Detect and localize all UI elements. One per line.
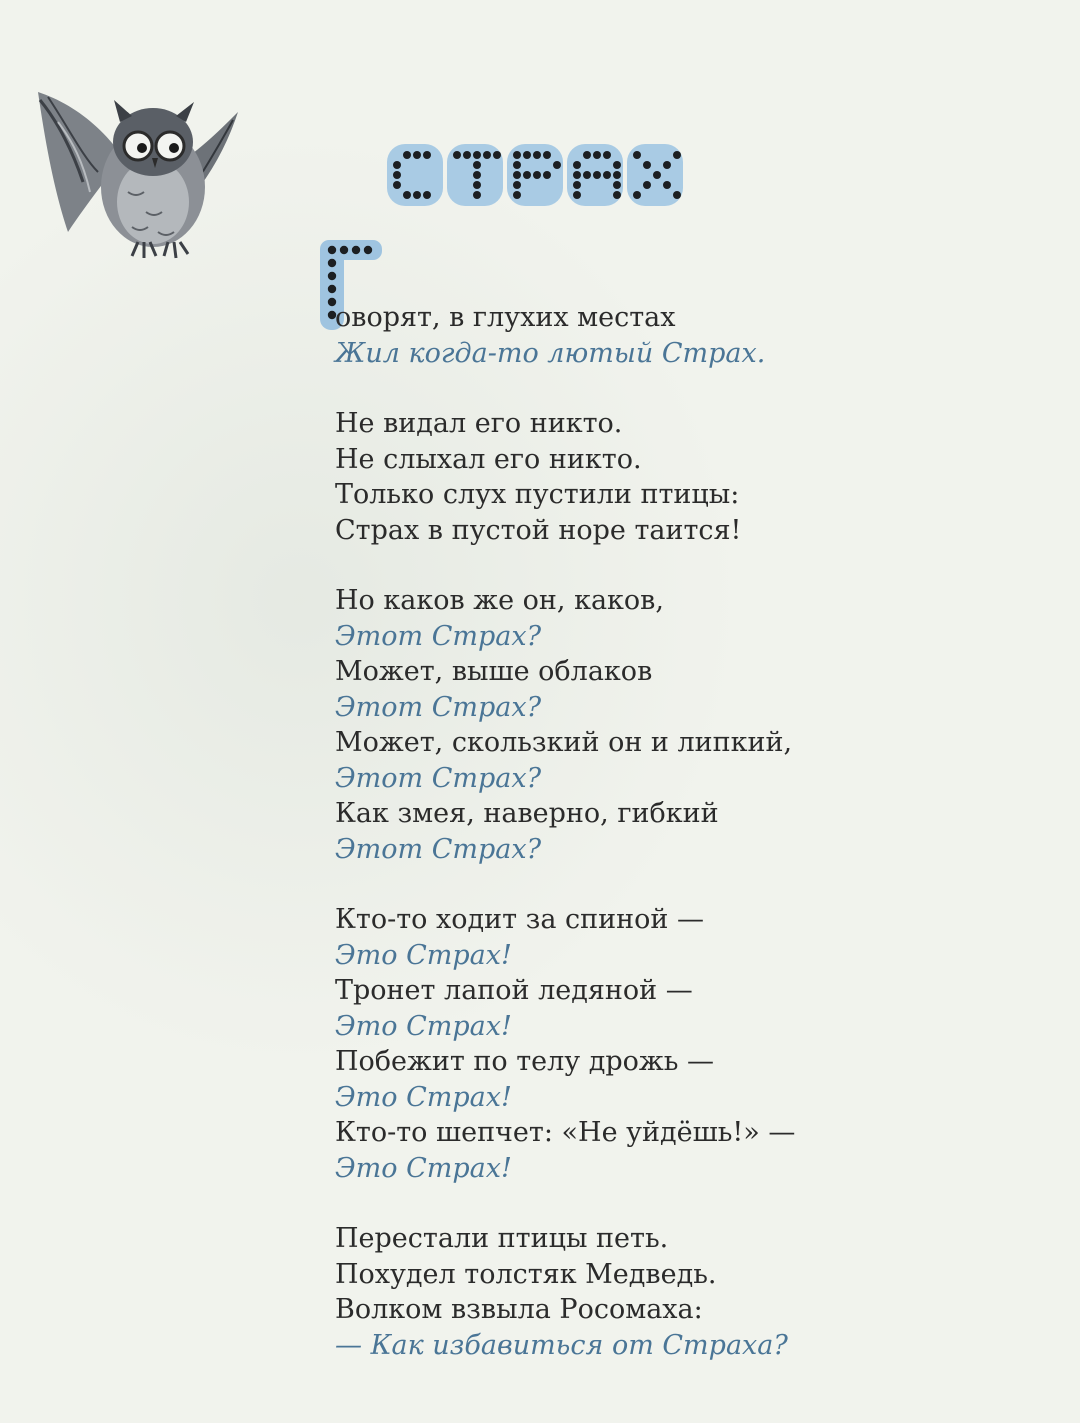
title-dot (523, 171, 531, 179)
title-dot (673, 191, 681, 199)
poem-line: Не видал его никто. (335, 408, 623, 439)
title-dot (423, 191, 431, 199)
title-dot (573, 191, 581, 199)
poem-title (385, 140, 685, 212)
poem-line: Этот Страх? (335, 833, 542, 865)
title-dot (593, 171, 601, 179)
title-dot (513, 151, 521, 159)
title-dot (543, 151, 551, 159)
title-dot (583, 171, 591, 179)
title-dot (643, 181, 651, 189)
poem-line: Не слыхал его никто. (335, 443, 642, 475)
title-dot (553, 161, 561, 169)
poem-line: Побежит по телу дрожь — (335, 1046, 715, 1077)
title-dot (533, 171, 541, 179)
title-dot (483, 151, 491, 159)
poem-line: Жил когда-то лютый Страх. (335, 337, 766, 369)
title-dot (663, 181, 671, 189)
poem-body (335, 300, 1035, 1363)
poem-line: Этот Страх? (335, 762, 542, 794)
title-dot (413, 151, 421, 159)
poem-line: Это Страх! (335, 939, 512, 971)
poem-line: Тронет лапой ледяной — (335, 975, 693, 1006)
title-dot (513, 171, 521, 179)
poem-line: Похудел толстяк Медведь. (335, 1258, 717, 1290)
title-dot (603, 151, 611, 159)
stanza-gap (335, 548, 1035, 583)
title-dot (673, 151, 681, 159)
title-dot (613, 181, 621, 189)
owl-illustration (28, 82, 248, 272)
title-dot (403, 151, 411, 159)
title-dot (513, 181, 521, 189)
poem-line: — Как избавиться от Страха? (335, 1329, 788, 1361)
poem-line: Кто-то ходит за спиной — (335, 904, 704, 935)
poem-line: оворят, в глухих местах (335, 302, 676, 333)
title-dot (613, 171, 621, 179)
stanza-gap (335, 867, 1035, 902)
title-dot (533, 151, 541, 159)
title-dot (413, 191, 421, 199)
title-dot (613, 191, 621, 199)
title-dot (593, 151, 601, 159)
title-dot (523, 151, 531, 159)
title-dot (473, 171, 481, 179)
title-dot (473, 161, 481, 169)
title-dot (583, 151, 591, 159)
title-dot (473, 191, 481, 199)
title-dot (543, 171, 551, 179)
poem-line: Волком взвыла Росомаха: (335, 1294, 703, 1325)
title-dot (513, 191, 521, 199)
stanza-gap (335, 371, 1035, 406)
title-dot (573, 181, 581, 189)
poem-line: Но каков же он, каков, (335, 585, 664, 616)
title-dot (653, 171, 661, 179)
poem-line: Может, скользкий он и липкий, (335, 727, 793, 758)
poem-line: Кто-то шепчет: «Не уйдёшь!» — (335, 1117, 796, 1148)
title-dot (603, 171, 611, 179)
title-dot (453, 151, 461, 159)
title-dot (513, 161, 521, 169)
title-dot (643, 161, 651, 169)
title-dot (573, 171, 581, 179)
title-dot (473, 181, 481, 189)
poem-line: Это Страх! (335, 1081, 512, 1113)
poem-line: Может, выше облаков (335, 656, 653, 687)
title-dot (663, 161, 671, 169)
poem-line: Только слух пустили птицы: (335, 479, 740, 510)
title-dot (403, 191, 411, 199)
poem-line: Страх в пустой норе таится! (335, 514, 742, 546)
poem-line: Как змея, наверно, гибкий (335, 798, 719, 829)
title-dot (423, 151, 431, 159)
title-dot (633, 151, 641, 159)
title-dot (573, 161, 581, 169)
title-dot (493, 151, 501, 159)
title-dot (393, 161, 401, 169)
poem-line: Этот Страх? (335, 691, 542, 723)
stanza-gap (335, 1186, 1035, 1221)
poem-line: Это Страх! (335, 1152, 512, 1184)
title-dot (393, 171, 401, 179)
title-dot (393, 181, 401, 189)
title-dot (633, 191, 641, 199)
title-dot (473, 151, 481, 159)
title-dot (613, 161, 621, 169)
poem-line: Перестали птицы петь. (335, 1223, 669, 1254)
title-dot (463, 151, 471, 159)
poem-line: Это Страх! (335, 1010, 512, 1042)
poem-line: Этот Страх? (335, 620, 542, 652)
